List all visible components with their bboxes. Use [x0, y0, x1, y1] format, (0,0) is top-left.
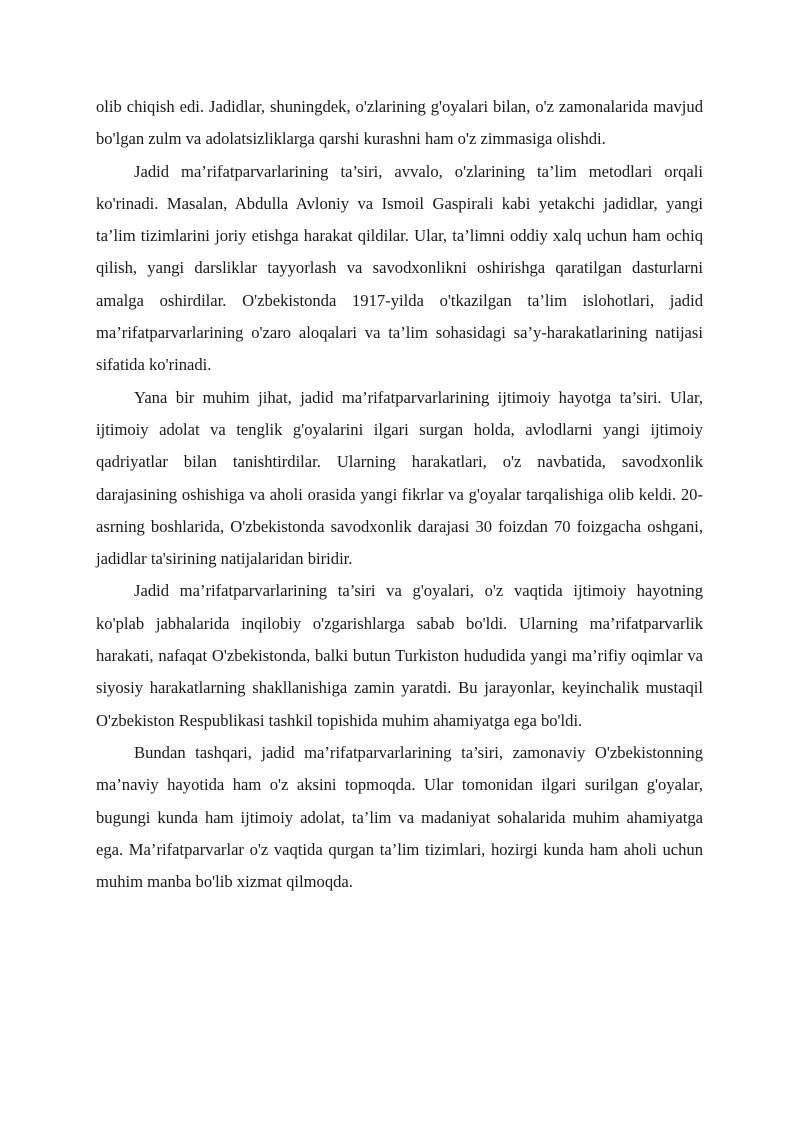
paragraph-modern-influence: Bundan tashqari, jadid ma’rifatparvarlarining ta’siri, zamonaviy O'zbekistonning ma’naviy hayotida ham o'z aksini topmoqda. Ular tomonidan ilgari surilgan g'oyalar, bugungi kunda ham ijtimoiy adolat, ta’lim va madaniyat sohalarida muhim ahamiyatga ega. Ma’rifatparvarlar o'z vaqtida qurgan ta’lim tizimlari, hozirgi kunda ham aholi uchun muhim manba bo'lib xizmat qilmoqda.	[96, 742, 703, 892]
document-page	[96, 91, 703, 898]
paragraph-revolutionary-changes: Jadid ma’rifatparvarlarining ta’siri va g'oyalari, o'z vaqtida ijtimoiy hayotning ko'plab jabhalarida inqilobiy o'zgarishlarga sabab bo'ldi. Ularning ma’rifatparvarlik harakati, nafaqat O'zbekistonda, balki butun Turkiston hududida yangi ma’rifiy oqimlar va siyosiy harakatlarning shakllanishiga zamin yaratdi. Bu jarayonlar, keyinchalik mustaqil O'zbekiston Respublikasi tashkil topishida muhim ahamiyatga ega bo'ldi.	[96, 581, 703, 730]
paragraph-social-impact: Yana bir muhim jihat, jadid ma’rifatparvarlarining ijtimoiy hayotga ta’siri. Ular, ijtimoiy adolat va tenglik g'oyalarini ilgari surgan holda, avlodlarni yangi ijtimoiy qadriyatlar bilan tanishtirdilar. Ularning harakatlari, o'z navbatida, savodxonlik darajasining oshishiga va aholi orasida yangi fikrlar va g'oyalar tarqalishiga olib keldi. 20-asrning boshlarida, O'zbekistonda savodxonlik darajasi 30 foizdan 70 foizgacha oshgani, jadidlar ta'sirining natijalaridan biridir.	[96, 387, 703, 569]
paragraph-education-methods: Jadid ma’rifatparvarlarining ta’siri, avvalo, o'zlarining ta’lim metodlari orqali ko'rinadi. Masalan, Abdulla Avloniy va Ismoil Gaspirali kabi yetakchi jadidlar, yangi ta’lim tizimlarini joriy etishga harakat qildilar. Ular, ta’limni oddiy xalq uchun ham ochiq qilish, yangi darsliklar tayyorlash va savodxonlikni oshirishga qaratilgan dasturlarni amalga oshirdilar. O'zbekistonda 1917-yilda o'tkazilgan ta’lim islohotlari, jadid ma’rifatparvarlarining o'zaro aloqalari va ta’lim sohasidagi sa’y-harakatlarining natijasi sifatida ko'rinadi.	[96, 161, 703, 375]
paragraph-continuation: olib chiqish edi. Jadidlar, shuningdek, o'zlarining g'oyalari bilan, o'z zamonalarida mavjud bo'lgan zulm va adolatsizliklarga qarshi kurashni ham o'z zimmasiga olishdi.	[96, 97, 703, 149]
